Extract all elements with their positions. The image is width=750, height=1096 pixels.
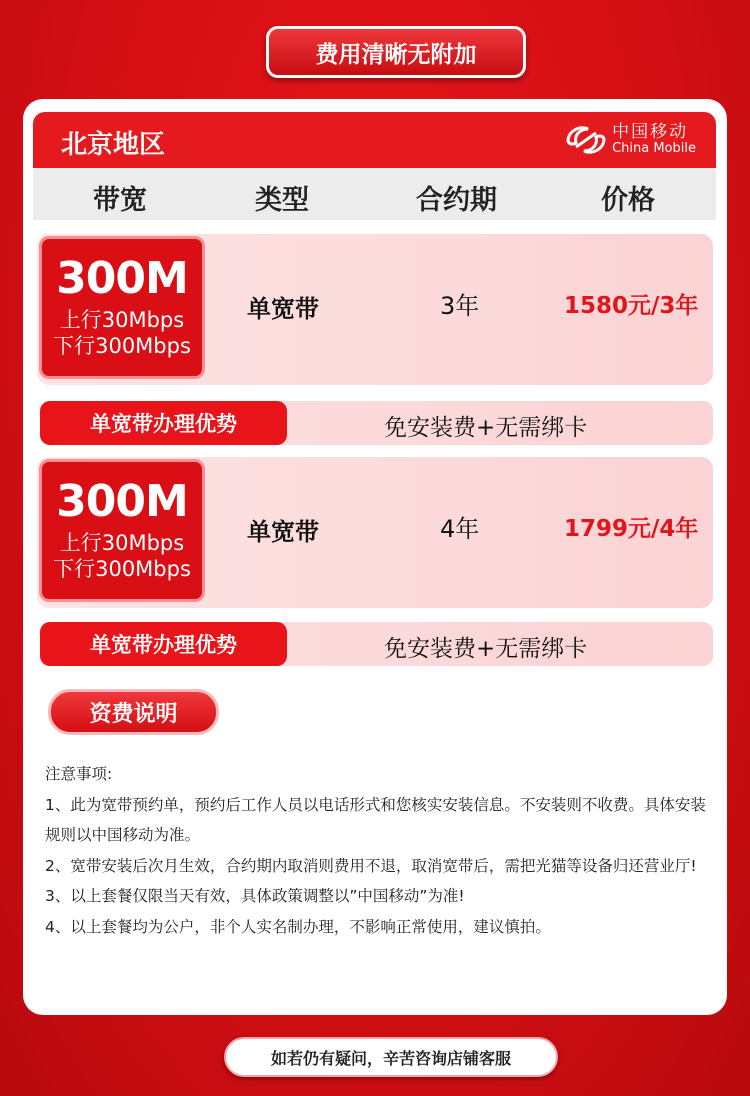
download-speed: 下行300Mbps	[53, 334, 191, 359]
plan-type: 单宽带	[247, 518, 319, 546]
logo-text-cn: 中国移动	[612, 122, 689, 143]
speed-value: 300M	[56, 253, 188, 304]
note-item: 4、以上套餐均为公户，非个人实名制办理，不影响正常使用，建议慎拍。	[45, 917, 551, 936]
speed-value: 300M	[56, 476, 188, 527]
china-mobile-logo	[564, 121, 696, 159]
region-header	[33, 112, 716, 168]
note-item: 3、以上套餐仅限当天有效，具体政策调整以”中国移动”为准!	[45, 887, 465, 905]
china-mobile-logo-icon	[564, 121, 608, 159]
download-speed: 下行300Mbps	[53, 557, 191, 582]
advantage-label: 单宽带办理优势	[40, 401, 287, 445]
upload-speed: 上行30Mbps	[59, 308, 185, 332]
plan-card	[23, 99, 727, 1015]
column-header-term: 合约期	[416, 185, 497, 216]
plan-term: 3年	[440, 292, 480, 320]
logo-text-en: China Mobile	[612, 141, 696, 157]
note-item: 1、此为宽带预约单，预约后工作人员以电话形式和您核实安装信息。不安装则不收费。具体安装规则以中国移动为准。	[45, 795, 706, 844]
plan-term: 4年	[440, 515, 480, 543]
note-item: 2、宽带安装后次月生效，合约期内取消则费用不退，取消宽带后，需把光猫等设备归还营业厅!	[45, 856, 697, 875]
plan-type: 单宽带	[247, 295, 319, 323]
fee-description-label: 资费说明	[48, 689, 219, 735]
column-header-price: 价格	[601, 185, 655, 216]
speed-box	[39, 459, 205, 602]
column-header-type: 类型	[255, 185, 309, 216]
advantage-row-2	[40, 622, 713, 666]
notes-heading: 注意事项:	[45, 765, 113, 783]
top-banner: 费用清晰无附加	[266, 26, 526, 78]
advantage-row-1	[40, 401, 713, 445]
customer-service-banner: 如若仍有疑问，辛苦咨询店铺客服	[224, 1037, 558, 1077]
advantage-value: 免安装费+无需绑卡	[384, 636, 588, 662]
column-header-bandwidth: 带宽	[93, 185, 147, 216]
upload-speed: 上行30Mbps	[59, 531, 185, 555]
plan-row-1	[37, 234, 713, 385]
advantage-label: 单宽带办理优势	[40, 622, 287, 666]
speed-box	[39, 236, 205, 379]
advantage-value: 免安装费+无需绑卡	[384, 415, 588, 441]
plan-price: 1799元/4年	[564, 516, 699, 542]
plan-price: 1580元/3年	[564, 293, 699, 319]
notes-section	[45, 759, 717, 942]
plan-row-2	[37, 457, 713, 608]
region-title: 北京地区	[61, 130, 166, 160]
column-header-row	[33, 168, 716, 220]
